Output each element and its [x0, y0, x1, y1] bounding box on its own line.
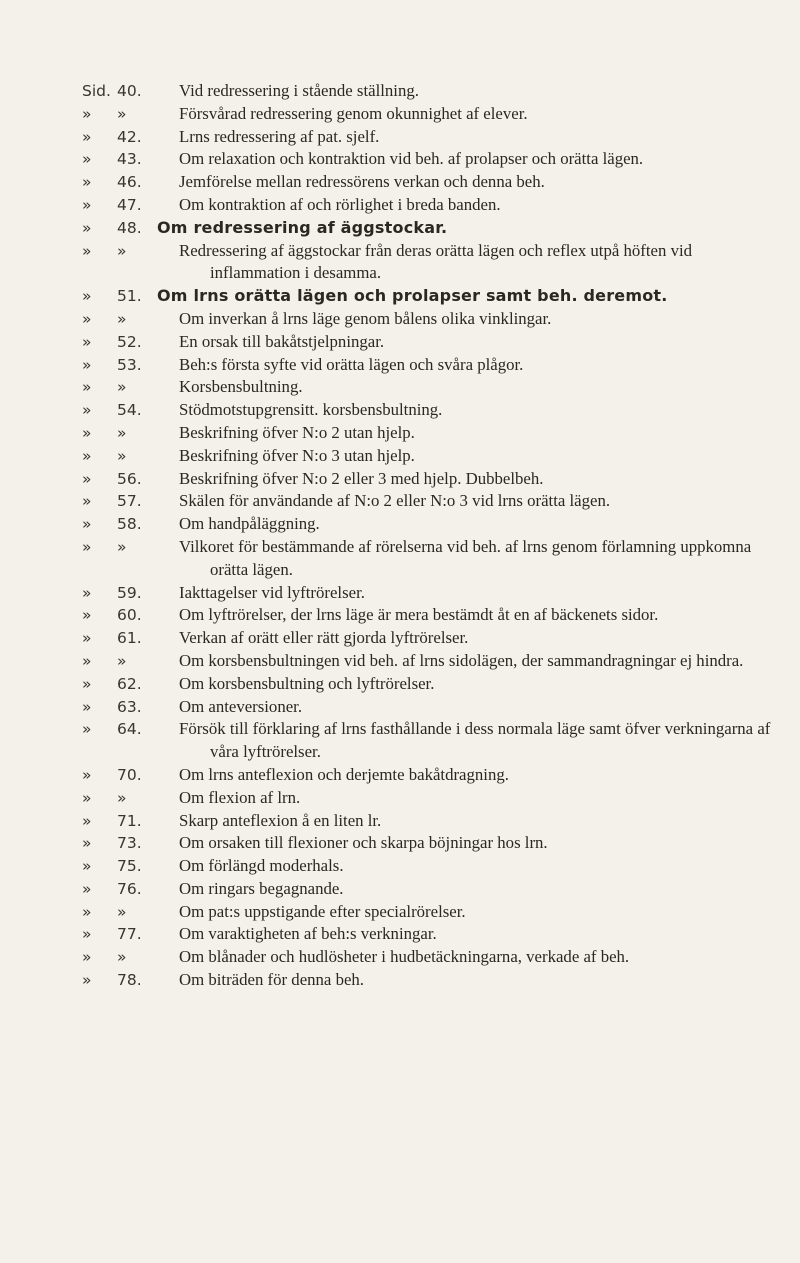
page-number: 53.: [117, 355, 142, 374]
ditto-mark: »: [82, 173, 92, 192]
toc-entry: [82, 422, 782, 445]
toc-entry: [82, 627, 782, 650]
page-number: 71.: [117, 811, 142, 830]
toc-entry: [82, 650, 782, 673]
toc-entry: [82, 946, 782, 969]
entry-text: Verkan af orätt eller rätt gjorda lyftrörelser.: [179, 628, 469, 648]
page-reference: [82, 946, 179, 969]
entry-text: Jemförelse mellan redressörens verkan och denna beh.: [179, 172, 545, 192]
ditto-mark: »: [82, 674, 92, 693]
heading-text: redressering af äggstockar.: [193, 217, 448, 237]
entry-text: Om korsbensbultningen vid beh. af lrns sidolägen, der sammandragningar ej hindra.: [179, 650, 744, 670]
ditto-mark: »: [82, 971, 92, 990]
ditto-mark: »: [82, 583, 92, 602]
page-number: »: [117, 902, 127, 921]
entry-text: Beh:s första syfte vid orätta lägen och svåra plågor.: [179, 354, 524, 374]
page-reference: [82, 331, 179, 354]
toc-entry: [82, 126, 782, 149]
page-number: 61.: [117, 629, 142, 648]
page-number: 63.: [117, 697, 142, 716]
ditto-mark: »: [82, 697, 92, 716]
page-number: »: [117, 788, 127, 807]
entry-text: Vid redressering i stående ställning.: [179, 81, 419, 100]
page-reference: [82, 536, 179, 559]
toc-entry: [82, 787, 782, 810]
toc-entry: [82, 718, 782, 764]
page-number: »: [117, 378, 127, 397]
ditto-mark: »: [82, 446, 92, 465]
toc-entry: [82, 582, 782, 605]
ditto-mark: »: [82, 309, 92, 328]
entry-text: Om relaxation och kontraktion vid beh. af prolapser och orätta lägen.: [179, 149, 644, 169]
entry-text: Om kontraktion af och rörlighet i breda banden.: [179, 194, 501, 214]
ditto-mark: »: [82, 104, 92, 123]
page-reference: [82, 445, 179, 468]
entry-text: Skarp anteflexion å en liten lr.: [179, 810, 382, 830]
toc-entry: [82, 923, 782, 946]
toc-entry: [82, 513, 782, 536]
page-number: 58.: [117, 515, 142, 534]
page-number: 57.: [117, 492, 142, 511]
entry-text: Redressering af äggstockar från deras orätta lägen och reflex utpå höften vid inflammation i desamma.: [179, 240, 693, 283]
page-reference: [82, 126, 179, 149]
toc-entry: [82, 969, 782, 992]
ditto-mark: »: [82, 537, 92, 556]
toc-entry: [82, 468, 782, 491]
table-of-contents: [82, 80, 782, 992]
entry-text: Försvårad redressering genom okunnighet af elever.: [179, 103, 528, 123]
toc-entry: [82, 878, 782, 901]
page-reference: [82, 810, 179, 833]
toc-entry: [82, 901, 782, 924]
page-reference: [82, 354, 179, 377]
ditto-mark: »: [82, 515, 92, 534]
entry-text: Om biträden för denna beh.: [179, 970, 364, 990]
page-number: »: [117, 651, 127, 670]
entry-text: Om inverkan å lrns läge genom bålens olika vinklingar.: [179, 308, 552, 328]
page-number: 54.: [117, 401, 142, 420]
page-reference: [82, 832, 179, 855]
ditto-mark: »: [82, 241, 92, 260]
ditto-mark: »: [82, 651, 92, 670]
ditto-mark: »: [82, 834, 92, 853]
entry-text: Korsbensbultning.: [179, 377, 303, 397]
page-number: »: [117, 423, 127, 442]
entry-text: Om pat:s uppstigande efter specialrörelser.: [179, 901, 466, 921]
page-number: 42.: [117, 127, 142, 146]
toc-entry: [82, 673, 782, 696]
toc-entry: [82, 399, 782, 422]
page-number: 59.: [117, 583, 142, 602]
page-reference: [82, 308, 179, 331]
page-number: »: [117, 104, 127, 123]
page-reference: [82, 103, 179, 126]
toc-entry: [82, 855, 782, 878]
entry-text: Vilkoret för bestämmande af rörelserna vid beh. af lrns genom förlamning uppkomna orätta lägen.: [179, 536, 752, 579]
ditto-mark: »: [82, 720, 92, 739]
entry-text: Beskrifning öfver N:o 2 eller 3 med hjelp. Dubbelbeh.: [179, 468, 544, 488]
toc-entry: [82, 696, 782, 719]
page-reference: [82, 627, 179, 650]
page-number: 64.: [117, 720, 142, 739]
toc-entry: [82, 80, 782, 103]
page-reference: [82, 764, 179, 787]
entry-text: Iakttagelser vid lyftrörelser.: [179, 582, 365, 602]
entry-text: Om flexion af lrn.: [179, 787, 301, 807]
page-reference: [82, 582, 179, 605]
toc-entry: [82, 194, 782, 217]
page-reference: [82, 194, 179, 217]
heading-text: lrns orätta lägen och prolapser samt beh. deremot.: [193, 286, 668, 306]
page-number: »: [117, 309, 127, 328]
page-number: 47.: [117, 195, 142, 214]
page-reference: [82, 604, 179, 627]
page-reference: [82, 969, 179, 992]
page-reference: [82, 901, 179, 924]
toc-entry: [82, 354, 782, 377]
entry-text: Om lrns anteflexion och derjemte bakåtdragning.: [179, 764, 509, 784]
ditto-mark: Sid.: [82, 82, 111, 100]
page-reference: [82, 422, 179, 445]
toc-entry: [82, 536, 782, 582]
page-number: 46.: [117, 173, 142, 192]
ditto-mark: »: [82, 925, 92, 944]
ditto-mark: »: [82, 355, 92, 374]
entry-text: Om orsaken till flexioner och skarpa böjningar hos lrn.: [179, 833, 548, 853]
toc-entry: [82, 604, 782, 627]
ditto-mark: »: [82, 948, 92, 967]
toc-entry: [82, 832, 782, 855]
entry-text: Stödmotstupgrensitt. korsbensbultning.: [179, 400, 443, 420]
page-number: 60.: [117, 606, 142, 625]
page-reference: [82, 855, 179, 878]
entry-text: Om lyftrörelser, der lrns läge är mera bestämdt åt en af bäckenets sidor.: [179, 605, 659, 625]
page-reference: [82, 673, 179, 696]
page-reference: [82, 787, 179, 810]
ditto-mark: »: [82, 378, 92, 397]
ditto-mark: »: [82, 606, 92, 625]
page-reference: [82, 650, 179, 673]
entry-text: [157, 217, 782, 240]
page-number: 77.: [117, 925, 142, 944]
page-reference: [82, 490, 179, 513]
entry-text: Om blånader och hudlösheter i hudbetäckningarna, verkade af beh.: [179, 947, 630, 967]
section-heading-entry: [82, 217, 782, 240]
page-number: 73.: [117, 834, 142, 853]
entry-text: Om varaktigheten af beh:s verkningar.: [179, 924, 437, 944]
page-number: 51.: [117, 287, 142, 306]
page-number: 62.: [117, 674, 142, 693]
ditto-mark: »: [82, 287, 92, 306]
toc-entry: [82, 764, 782, 787]
ditto-mark: »: [82, 423, 92, 442]
page-number: 78.: [117, 971, 142, 990]
page-number: 75.: [117, 857, 142, 876]
page-reference: [82, 878, 179, 901]
ditto-mark: »: [82, 879, 92, 898]
toc-entry: [82, 331, 782, 354]
ditto-mark: »: [82, 811, 92, 830]
entry-text: Om förlängd moderhals.: [179, 856, 344, 876]
toc-entry: [82, 376, 782, 399]
toc-entry: [82, 445, 782, 468]
ditto-mark: »: [82, 332, 92, 351]
entry-text: Beskrifning öfver N:o 2 utan hjelp.: [179, 422, 415, 442]
page-number: 70.: [117, 765, 142, 784]
heading-prefix: Om: [157, 286, 188, 306]
page-number: 76.: [117, 879, 142, 898]
page-number: 43.: [117, 150, 142, 169]
entry-text: Om handpåläggning.: [179, 514, 320, 534]
page-number: »: [117, 948, 127, 967]
ditto-mark: »: [82, 218, 92, 237]
entry-text: Om ringars begagnande.: [179, 878, 344, 898]
ditto-mark: »: [82, 857, 92, 876]
toc-entry: [82, 240, 782, 286]
page-reference: [82, 376, 179, 399]
toc-entry: [82, 171, 782, 194]
section-heading-entry: [82, 285, 782, 308]
ditto-mark: »: [82, 902, 92, 921]
ditto-mark: »: [82, 150, 92, 169]
toc-entry: [82, 148, 782, 171]
entry-text: Skälen för användande af N:o 2 eller N:o 3 vid lrns orätta lägen.: [179, 491, 611, 511]
page-number: »: [117, 537, 127, 556]
page-reference: [82, 468, 179, 491]
page-number: 56.: [117, 469, 142, 488]
page-reference: [82, 718, 179, 741]
page-number: »: [117, 241, 127, 260]
ditto-mark: »: [82, 195, 92, 214]
entry-text: Om korsbensbultning och lyftrörelser.: [179, 673, 435, 693]
ditto-mark: »: [82, 127, 92, 146]
page-reference: [82, 696, 179, 719]
entry-text: Om anteversioner.: [179, 696, 303, 716]
page-reference: [82, 399, 179, 422]
page-number: 48.: [117, 218, 142, 237]
toc-entry: [82, 490, 782, 513]
entry-text: [157, 285, 782, 308]
page-reference: [82, 513, 179, 536]
page-reference: [82, 148, 179, 171]
toc-entry: [82, 103, 782, 126]
page-reference: [82, 240, 179, 263]
entry-text: Beskrifning öfver N:o 3 utan hjelp.: [179, 445, 415, 465]
ditto-mark: »: [82, 765, 92, 784]
ditto-mark: »: [82, 401, 92, 420]
toc-entry: [82, 308, 782, 331]
heading-prefix: Om: [157, 217, 188, 237]
entry-text: Försök till förklaring af lrns fasthållande i dess normala läge samt öfver verkningarna af våra lyftrörelser.: [179, 719, 771, 762]
page-number: 40.: [117, 82, 142, 100]
page-reference: [82, 80, 179, 103]
page-reference: [82, 923, 179, 946]
ditto-mark: »: [82, 788, 92, 807]
ditto-mark: »: [82, 469, 92, 488]
page-number: 52.: [117, 332, 142, 351]
ditto-mark: »: [82, 492, 92, 511]
entry-text: Lrns redressering af pat. sjelf.: [179, 126, 380, 146]
ditto-mark: »: [82, 629, 92, 648]
entry-text: En orsak till bakåtstjelpningar.: [179, 331, 385, 351]
page-number: »: [117, 446, 127, 465]
toc-entry: [82, 810, 782, 833]
page-reference: [82, 171, 179, 194]
